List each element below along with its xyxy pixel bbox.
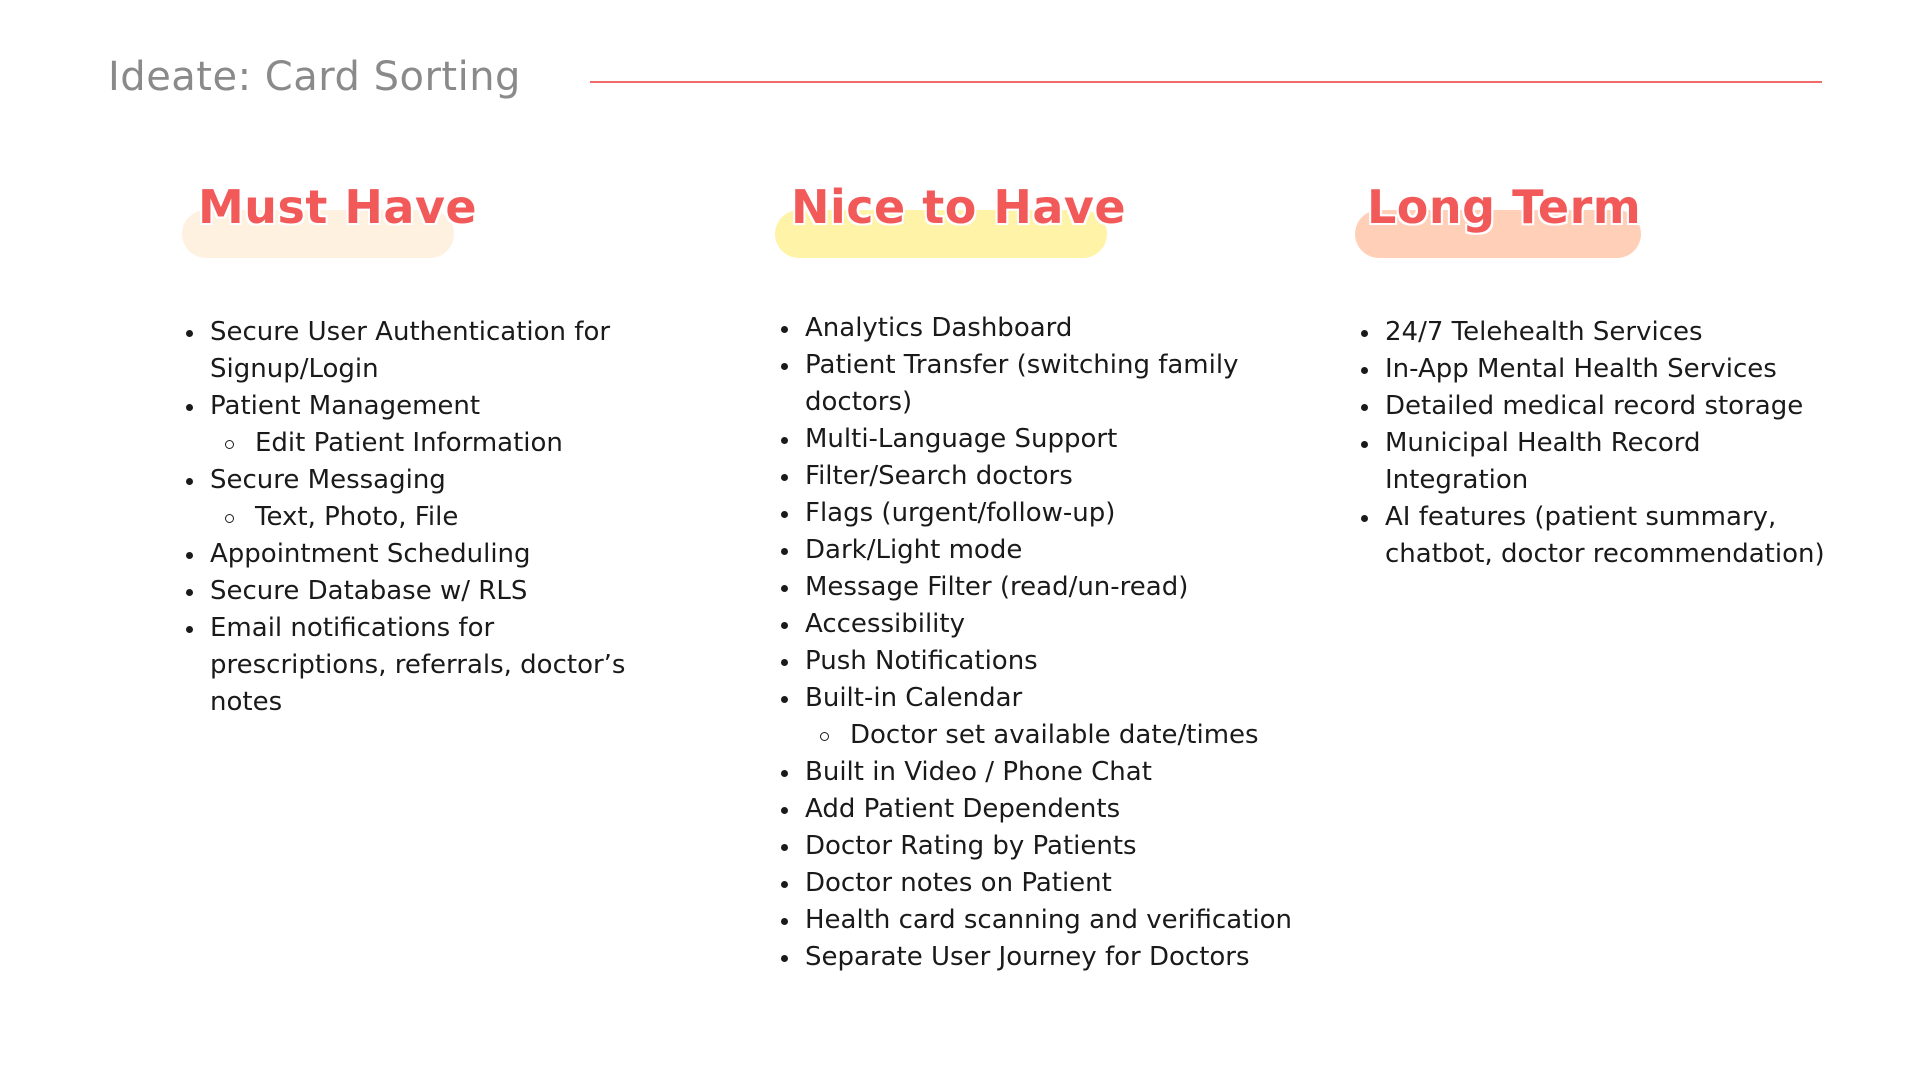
list-item: Message Filter (read/un-read) [775,569,1335,606]
list-item: Health card scanning and verification [775,902,1335,939]
list-item: Detailed medical record storage [1355,388,1835,425]
list-item: Secure User Authentication for Signup/Login [180,314,650,388]
list-item: Analytics Dashboard [775,310,1335,347]
list-item: Flags (urgent/follow-up) [775,495,1335,532]
column-heading [775,180,1335,260]
column-heading [1355,180,1835,260]
sub-list-item: Edit Patient Information [180,425,650,462]
list-item: In-App Mental Health Services [1355,351,1835,388]
list-item: Accessibility [775,606,1335,643]
list-item: Municipal Health Record Integration [1355,425,1835,499]
list-item: AI features (patient summary, chatbot, doctor recommendation) [1355,499,1835,573]
heading-text: Long Term [1367,180,1642,234]
list-item: Built-in Calendar [775,680,1335,717]
list-item: Add Patient Dependents [775,791,1335,828]
heading-text: Must Have [198,180,478,234]
list-item: Built in Video / Phone Chat [775,754,1335,791]
feature-list [775,310,1335,976]
list-item: Filter/Search doctors [775,458,1335,495]
slide-title: Ideate: Card Sorting [108,54,521,100]
column-must-have [180,180,650,721]
column-long-term [1355,180,1835,573]
title-divider [590,81,1822,83]
list-item: Doctor Rating by Patients [775,828,1335,865]
feature-list [1355,314,1835,573]
feature-list [180,314,650,721]
list-item: Patient Management [180,388,650,425]
list-item: Email notifications for prescriptions, referrals, doctor’s notes [180,610,650,721]
list-item: Secure Database w/ RLS [180,573,650,610]
list-item: Secure Messaging [180,462,650,499]
list-item: Appointment Scheduling [180,536,650,573]
list-item: Doctor notes on Patient [775,865,1335,902]
list-item: 24/7 Telehealth Services [1355,314,1835,351]
list-item: Dark/Light mode [775,532,1335,569]
column-nice-to-have [775,180,1335,976]
sub-list-item: Doctor set available date/times [775,717,1335,754]
list-item: Patient Transfer (switching family doctors) [775,347,1335,421]
heading-text: Nice to Have [791,180,1127,234]
list-item: Multi-Language Support [775,421,1335,458]
list-item: Push Notifications [775,643,1335,680]
list-item: Separate User Journey for Doctors [775,939,1335,976]
column-heading [180,180,650,260]
sub-list-item: Text, Photo, File [180,499,650,536]
